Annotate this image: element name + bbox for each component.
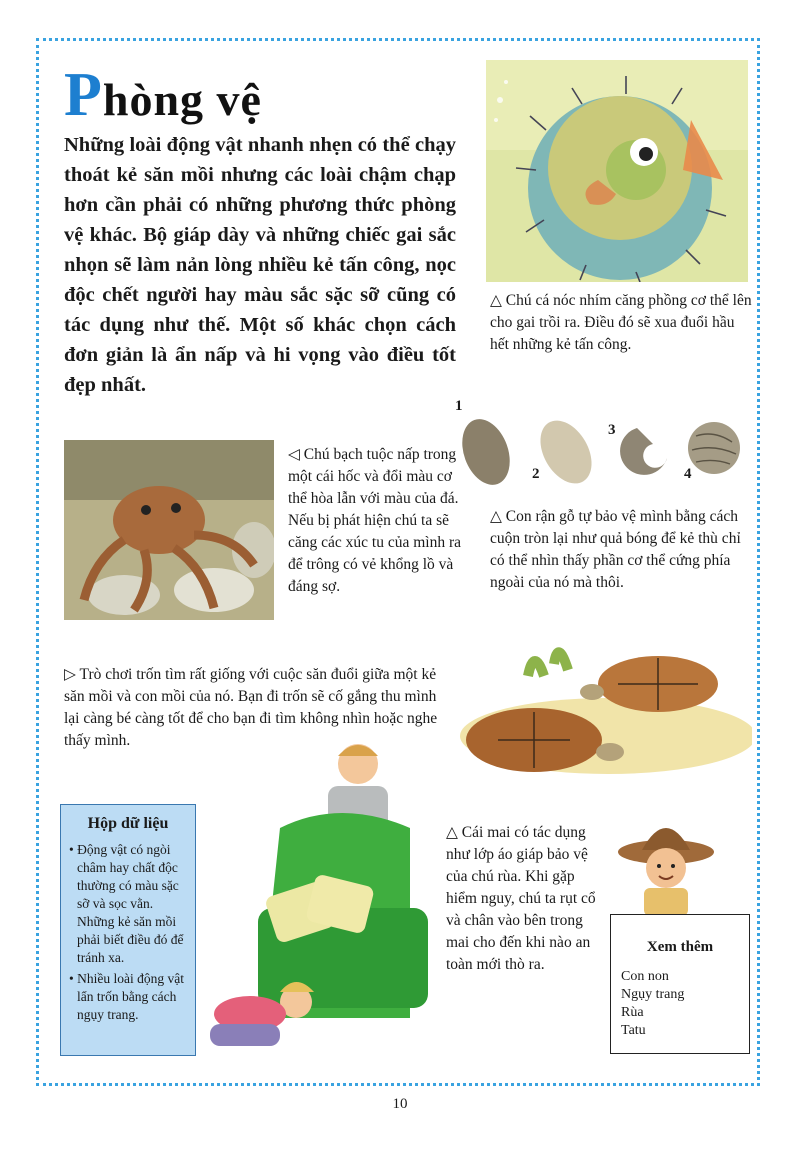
page-title [64, 60, 262, 131]
fact-box [60, 804, 196, 1056]
woodlouse-sequence [452, 398, 752, 494]
fact-box-item: • Nhiều loài động vật lẩn trốn bằng cách ngụy trang. [69, 971, 184, 1022]
see-also-link-nguy-trang[interactable]: Ngụy trang [621, 987, 685, 1002]
see-also-link-con-non[interactable]: Con non [621, 969, 669, 984]
tortoise-caption: △ Cái mai có tác dụng như lớp áo giáp bảo vệ của chú rùa. Khi gặp hiểm nguy, chú ta rụt cổ và chân vào bên trong mai cho đến khi nào an toàn mới thò ra. [446, 824, 596, 973]
pufferfish-caption: △ Chú cá nóc nhím căng phồng cơ thể lên cho gai trồi ra. Điều đó sẽ xua đuổi hầu hết những kẻ tấn công. [490, 292, 752, 353]
see-also-box [610, 914, 750, 1054]
octopus-caption: ◁ Chú bạch tuộc nấp trong một cái hốc và đổi màu cơ thể hòa lẫn với màu của đá. Nếu bị phát hiện chú ta sẽ căng các xúc tu của mình ra để trông có vẻ khổng lồ và đáng sợ. [288, 446, 461, 595]
woodlouse-step-3: 3 [608, 422, 616, 438]
woodlouse-caption: △ Con rận gỗ tự bảo vệ mình bằng cách cuộn tròn lại như quả bóng để kẻ thù chỉ có thể nhìn thấy phần cơ thể cứng phía ngoài của nó mà thôi. [490, 508, 741, 591]
fact-box-item: • Động vật có ngòi châm hay chất độc thường có màu sặc sỡ và sọc vằn. Những kẻ săn mồi phải biết điều đó để tránh xa. [69, 842, 184, 965]
see-also-link-rua[interactable]: Rùa [621, 1005, 644, 1020]
tortoise-illustration [458, 636, 752, 776]
page-number: 10 [392, 1096, 408, 1112]
title-initial: P [64, 61, 103, 129]
pufferfish-illustration [486, 60, 748, 282]
octopus-illustration [64, 440, 274, 620]
hide-and-seek-illustration [210, 738, 435, 1070]
fact-box-title: Hộp dữ liệu [87, 815, 169, 832]
woodlouse-step-4: 4 [684, 466, 692, 482]
woodlouse-step-2: 2 [532, 466, 540, 482]
intro-paragraph: Những loài động vật nhanh nhẹn có thể chạy thoát kẻ săn mồi nhưng các loài chậm chạp hơn cần phải có những phương thức phòng vệ khác. Bộ giáp dày và những chiếc gai sắc nhọn sẽ làm nản lòng nhiều kẻ tấn công, nọc độc chết người hay màu sắc sặc sỡ cũng có tác dụng như thế. Một số khác chọn cách đơn giản là ẩn nấp và hi vọng vào điều tốt đẹp nhất. [64, 134, 456, 396]
see-also-title: Xem thêm [646, 939, 714, 955]
see-also-link-tatu[interactable]: Tatu [621, 1023, 646, 1038]
title-rest: hòng vệ [102, 74, 262, 125]
woodlouse-step-1: 1 [455, 398, 463, 414]
explorer-mascot-illustration [616, 812, 716, 916]
hide-and-seek-caption: ▷ Trò chơi trốn tìm rất giống với cuộc săn đuổi giữa một kẻ săn mồi và con mồi của nó. Bạn đi trốn sẽ cố gắng thu mình lại càng bé càng tốt để cho bạn đi tìm không nhìn hoặc nghe thấy mình. [64, 666, 438, 749]
